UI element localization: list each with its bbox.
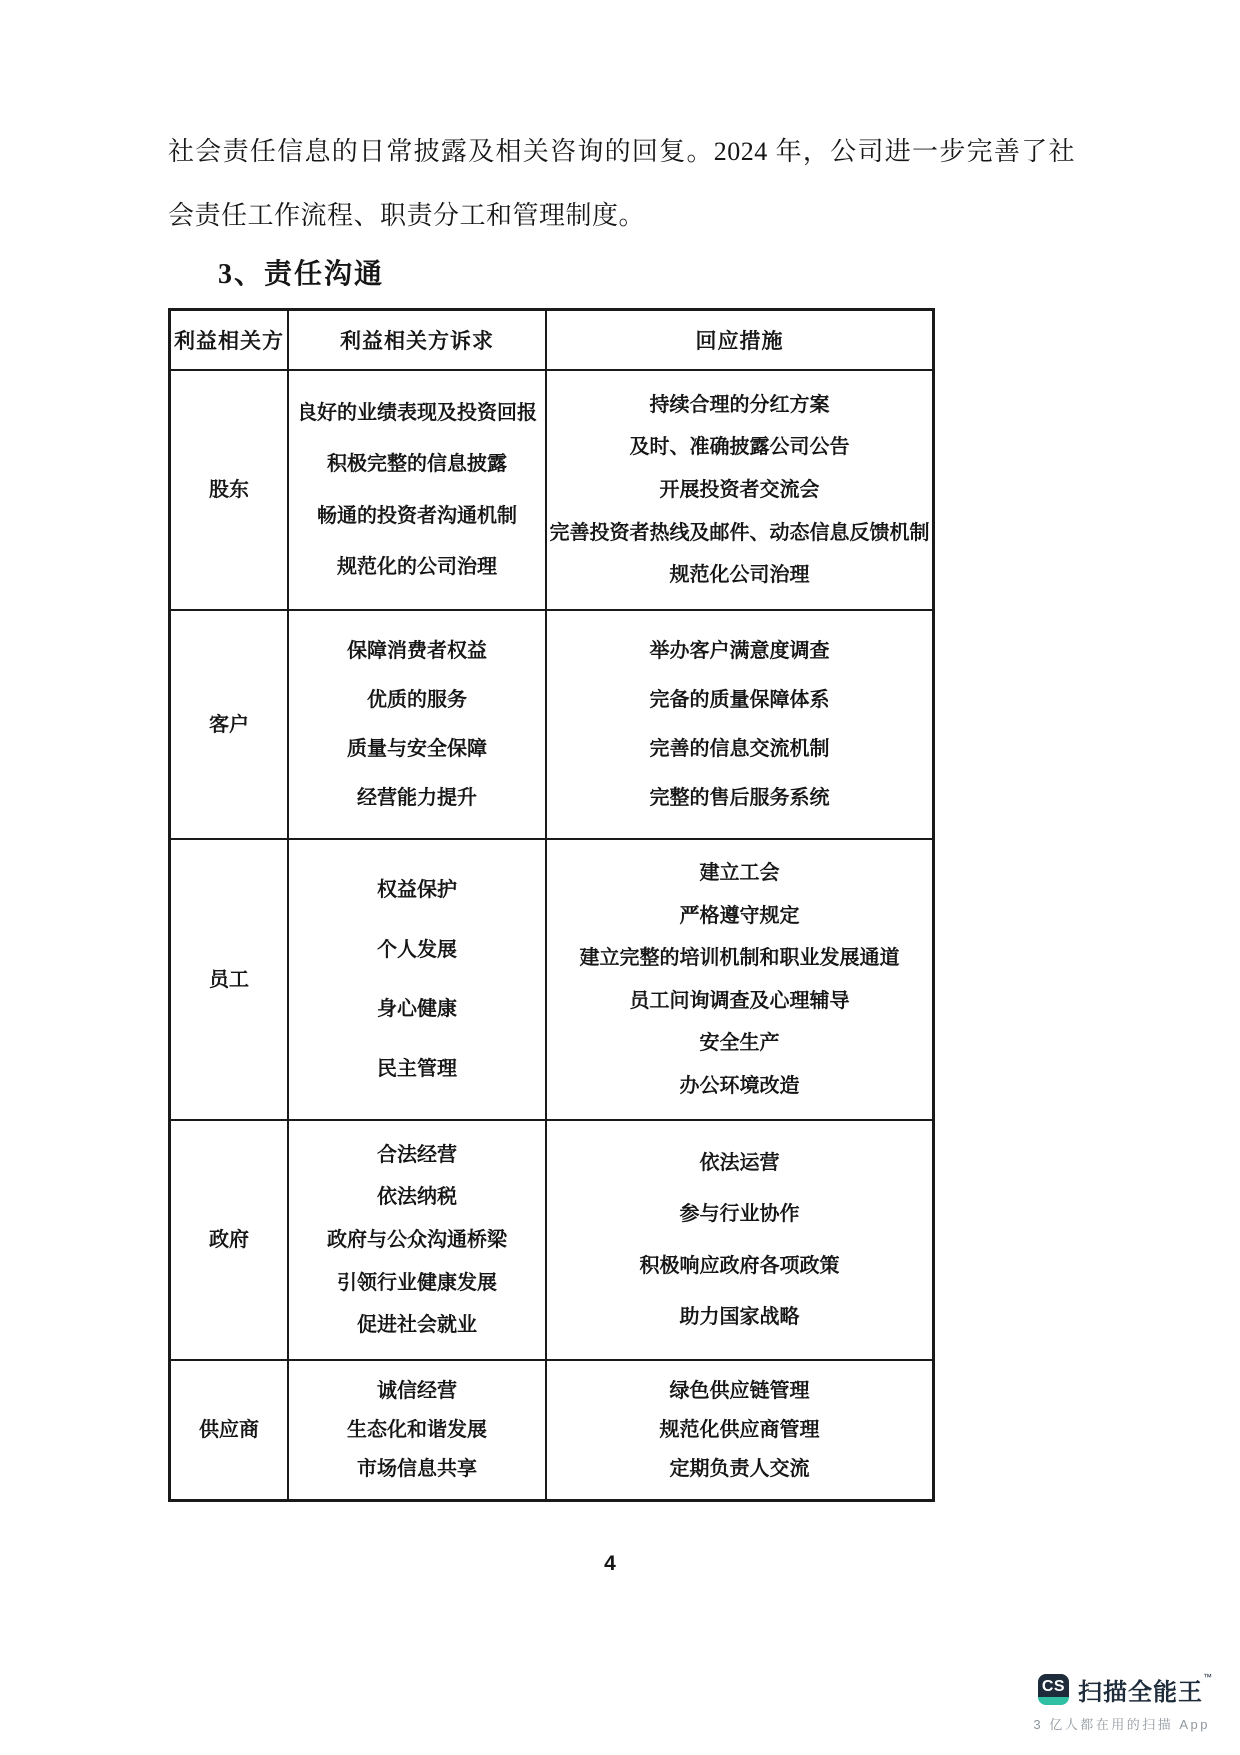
table-header-row	[171, 311, 932, 369]
cell-line: 安全生产	[699, 1032, 780, 1055]
camscanner-tagline: 3 亿人都在用的扫描 App	[1033, 1717, 1210, 1732]
cell-line: 质量与安全保障	[347, 738, 487, 760]
cell-line: 供应商	[199, 1419, 259, 1441]
cell-line: 助力国家战略	[679, 1305, 800, 1328]
stakeholder-table-body	[171, 369, 932, 1499]
stakeholder-table	[168, 308, 935, 1502]
cell-line: 身心健康	[377, 998, 457, 1021]
cell-line: 积极完整的信息披露	[327, 453, 507, 476]
cell-line: 持续合理的分红方案	[649, 393, 830, 416]
table-row	[171, 1119, 932, 1359]
cell-line: 绿色供应链管理	[669, 1380, 810, 1402]
column-header-stakeholder: 利益相关方	[174, 329, 284, 353]
stakeholder-cell	[171, 1121, 287, 1359]
cell-line: 员工问询调查及心理辅导	[629, 989, 850, 1012]
cell-line: 保障消费者权益	[347, 640, 487, 662]
column-header-demands: 利益相关方诉求	[287, 311, 545, 369]
stakeholder-cell	[171, 371, 287, 609]
cell-line: 合法经营	[377, 1143, 457, 1166]
cell-line: 举办客户满意度调查	[649, 640, 830, 662]
cell-line: 民主管理	[377, 1057, 457, 1080]
cell-line: 政府	[209, 1229, 249, 1251]
cell-line: 诚信经营	[377, 1380, 457, 1402]
cell-line: 股东	[209, 479, 249, 501]
cell-line: 建立工会	[699, 862, 780, 885]
stakeholder-cell	[171, 1361, 287, 1499]
stakeholder-cell	[171, 611, 287, 838]
cell-line: 依法运营	[699, 1152, 780, 1175]
camscanner-brand-row	[952, 1672, 1212, 1707]
demands-cell	[287, 611, 545, 838]
cell-line: 员工	[209, 968, 249, 991]
cell-line: 完整的售后服务系统	[649, 787, 830, 809]
cell-line: 政府与公众沟通桥梁	[327, 1228, 507, 1251]
responses-cell	[545, 371, 932, 609]
cell-line: 规范化公司治理	[669, 564, 810, 587]
responses-cell	[545, 840, 932, 1119]
cell-line: 良好的业绩表现及投资回报	[297, 402, 537, 425]
cell-line: 办公环境改造	[679, 1074, 800, 1097]
cell-line: 参与行业协作	[679, 1203, 800, 1226]
demands-cell	[287, 840, 545, 1119]
demands-cell	[287, 371, 545, 609]
camscanner-watermark	[952, 1672, 1212, 1733]
cell-line: 完善投资者热线及邮件、动态信息反馈机制	[549, 521, 930, 544]
cell-line: 优质的服务	[367, 689, 467, 711]
camscanner-logo-icon: CS	[1038, 1674, 1069, 1705]
responses-cell	[545, 1361, 932, 1499]
cell-line: 生态化和谐发展	[347, 1419, 487, 1441]
cell-line: 畅通的投资者沟通机制	[317, 504, 517, 527]
stakeholder-cell	[171, 840, 287, 1119]
section-heading: 3、责任沟通	[218, 259, 385, 290]
cell-line: 权益保护	[377, 879, 457, 902]
camscanner-brand-name: 扫描全能王™	[1078, 1672, 1212, 1706]
cell-line: 经营能力提升	[357, 787, 477, 809]
cell-line: 依法纳税	[377, 1186, 457, 1209]
demands-cell	[287, 1361, 545, 1499]
table-row	[171, 369, 932, 609]
trademark-symbol: ™	[1203, 1672, 1212, 1682]
cell-line: 个人发展	[377, 938, 457, 961]
body-paragraph: 社会责任信息的日常披露及相关咨询的回复。2024 年，公司进一步完善了社会责任工作流程、职责分工和管理制度。	[168, 137, 1075, 230]
cell-line: 规范化供应商管理	[659, 1419, 820, 1441]
table-row	[171, 838, 932, 1119]
cell-line: 积极响应政府各项政策	[639, 1254, 840, 1277]
document-content	[168, 0, 1075, 1502]
page-number: 4	[604, 1552, 616, 1575]
cell-line: 建立完整的培训机制和职业发展通道	[579, 947, 900, 970]
responses-cell	[545, 1121, 932, 1359]
table-row	[171, 1359, 932, 1499]
cell-line: 完备的质量保障体系	[649, 689, 830, 711]
table-row	[171, 609, 932, 838]
cell-line: 市场信息共享	[357, 1458, 477, 1480]
cell-line: 引领行业健康发展	[337, 1271, 497, 1294]
cell-line: 规范化的公司治理	[337, 555, 497, 578]
cell-line: 客户	[209, 713, 249, 736]
demands-cell	[287, 1121, 545, 1359]
column-header-responses: 回应措施	[545, 311, 932, 369]
cell-line: 促进社会就业	[357, 1314, 477, 1337]
cell-line: 及时、准确披露公司公告	[629, 436, 850, 459]
cell-line: 定期负责人交流	[669, 1458, 810, 1480]
cell-line: 严格遵守规定	[679, 904, 800, 927]
responses-cell	[545, 611, 932, 838]
cell-line: 完善的信息交流机制	[649, 738, 830, 760]
cell-line: 开展投资者交流会	[659, 478, 820, 501]
